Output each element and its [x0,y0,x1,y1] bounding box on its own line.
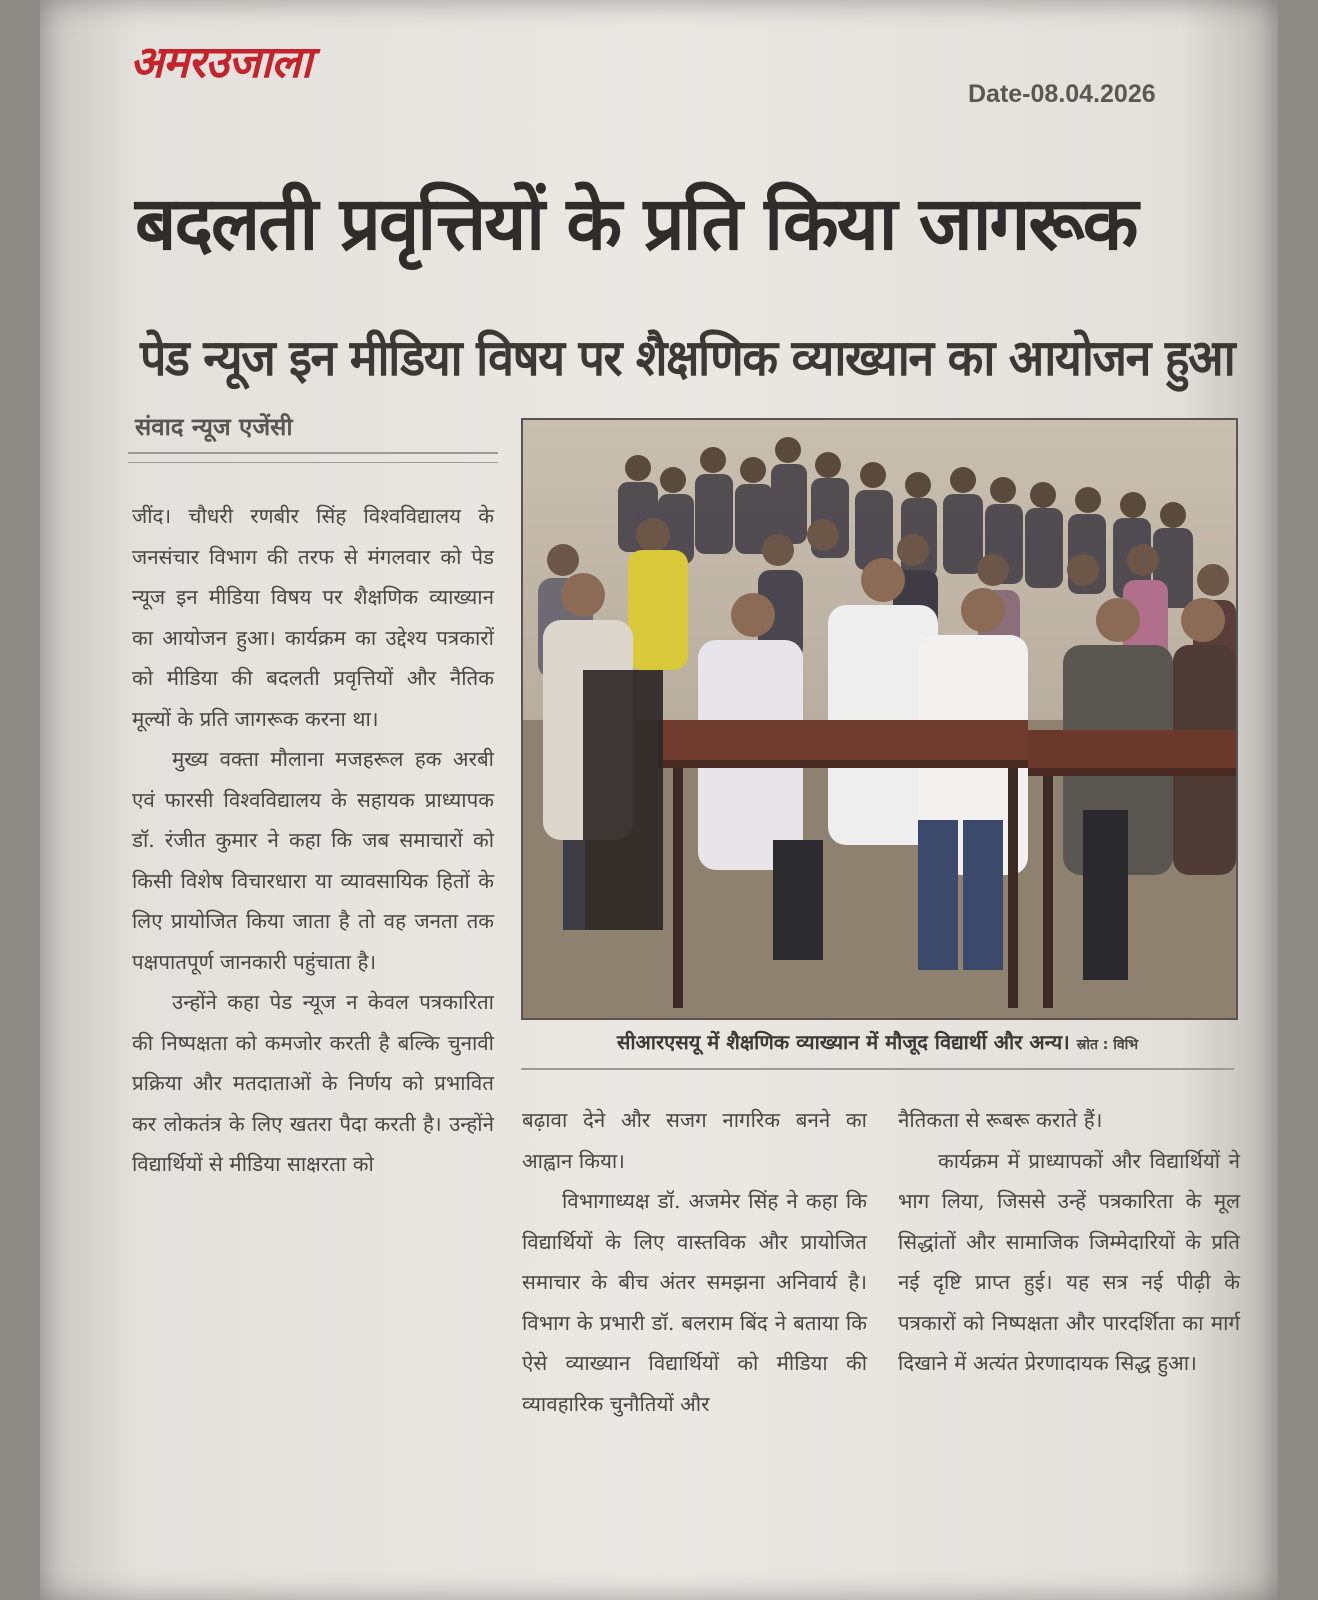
article-column-1 [132,496,494,1185]
article-paragraph: जींद। चौधरी रणबीर सिंह विश्वविद्यालय के जनसंचार विभाग की तरफ से मंगलवार को पेड न्यूज इन मीडिया विषय पर शैक्षणिक व्याख्यान का आयोजन हुआ। कार्यक्रम का उद्देश्य पत्रकारों को मीडिया की बदलती प्रवृत्तियों और नैतिक मूल्यों के प्रति जागरूक करना था। [132,504,494,731]
caption-text: सीआरएसयू में शैक्षणिक व्याख्यान में मौजूद विद्यार्थी और अन्य। [616,1030,1070,1054]
byline-divider [128,452,498,454]
article-paragraph: विभागाध्यक्ष डॉ. अजमेर सिंह ने कहा कि विद्यार्थियों के लिए वास्तविक और प्रायोजित समाचार के बीच अंतर समझना अनिवार्य है। विभाग के प्रभारी डॉ. बलराम बिंद ने बताया कि ऐसे व्याख्यान विद्यार्थियों को मीडिया की व्यावहारिक चुनौतियों और [522,1189,867,1416]
article-column-2 [522,1100,867,1424]
article-paragraph: उन्होंने कहा पेड न्यूज न केवल पत्रकारिता की निष्पक्षता को कमजोर करती है बल्कि चुनावी प्रक्रिया और मतदाताओं के निर्णय को प्रभावित कर लोकतंत्र के लिए खतरा पैदा करती है। उन्होंने विद्यार्थियों से मीडिया साक्षरता को [132,990,494,1176]
subheadline: पेड न्यूज इन मीडिया विषय पर शैक्षणिक व्याख्यान का आयोजन हुआ [140,329,1235,387]
newspaper-masthead-logo: अमरउजाला [130,37,312,88]
article-paragraph: नैतिकता से रूबरू कराते हैं। [898,1108,1103,1132]
byline: संवाद न्यूज एजेंसी [135,413,293,441]
article-paragraph: मुख्य वक्ता मौलाना मजहरूल हक अरबी एवं फारसी विश्वविद्यालय के सहायक प्राध्यापक डॉ. रंजीत कुमार ने कहा कि जब समाचारों को किसी विशेष विचारधारा या व्यावसायिक हितों के लिए प्रायोजित किया जाता है तो वह जनता तक पक्षपातपूर्ण जानकारी पहुंचाता है। [132,747,494,974]
clipping-date: Date-08.04.2026 [968,80,1156,108]
column-divider [128,462,498,463]
photo-caption [521,1028,1234,1055]
photo-credit: स्रोत : विभि [1076,1037,1139,1053]
article-column-3 [898,1100,1240,1384]
article-paragraph: कार्यक्रम में प्राध्यापकों और विद्यार्थियों ने भाग लिया, जिससे उन्हें पत्रकारिता के मूल सिद्धांतों और सामाजिक जिम्मेदारियों के प्रति नई दृष्टि प्राप्त हुई। यह सत्र नई पीढ़ी के पत्रकारों को निष्पक्षता और पारदर्शिता का मार्ग दिखाने में अत्यंत प्रेरणादायक सिद्ध हुआ। [898,1148,1240,1375]
event-photo [521,418,1238,1020]
group-photo-image [523,420,1236,1018]
caption-divider [521,1068,1234,1070]
article-paragraph: बढ़ावा देने और सजग नागरिक बनने का आह्वान किया। [522,1108,867,1173]
headline: बदलती प्रवृत्तियों के प्रति किया जागरूक [135,181,1137,267]
